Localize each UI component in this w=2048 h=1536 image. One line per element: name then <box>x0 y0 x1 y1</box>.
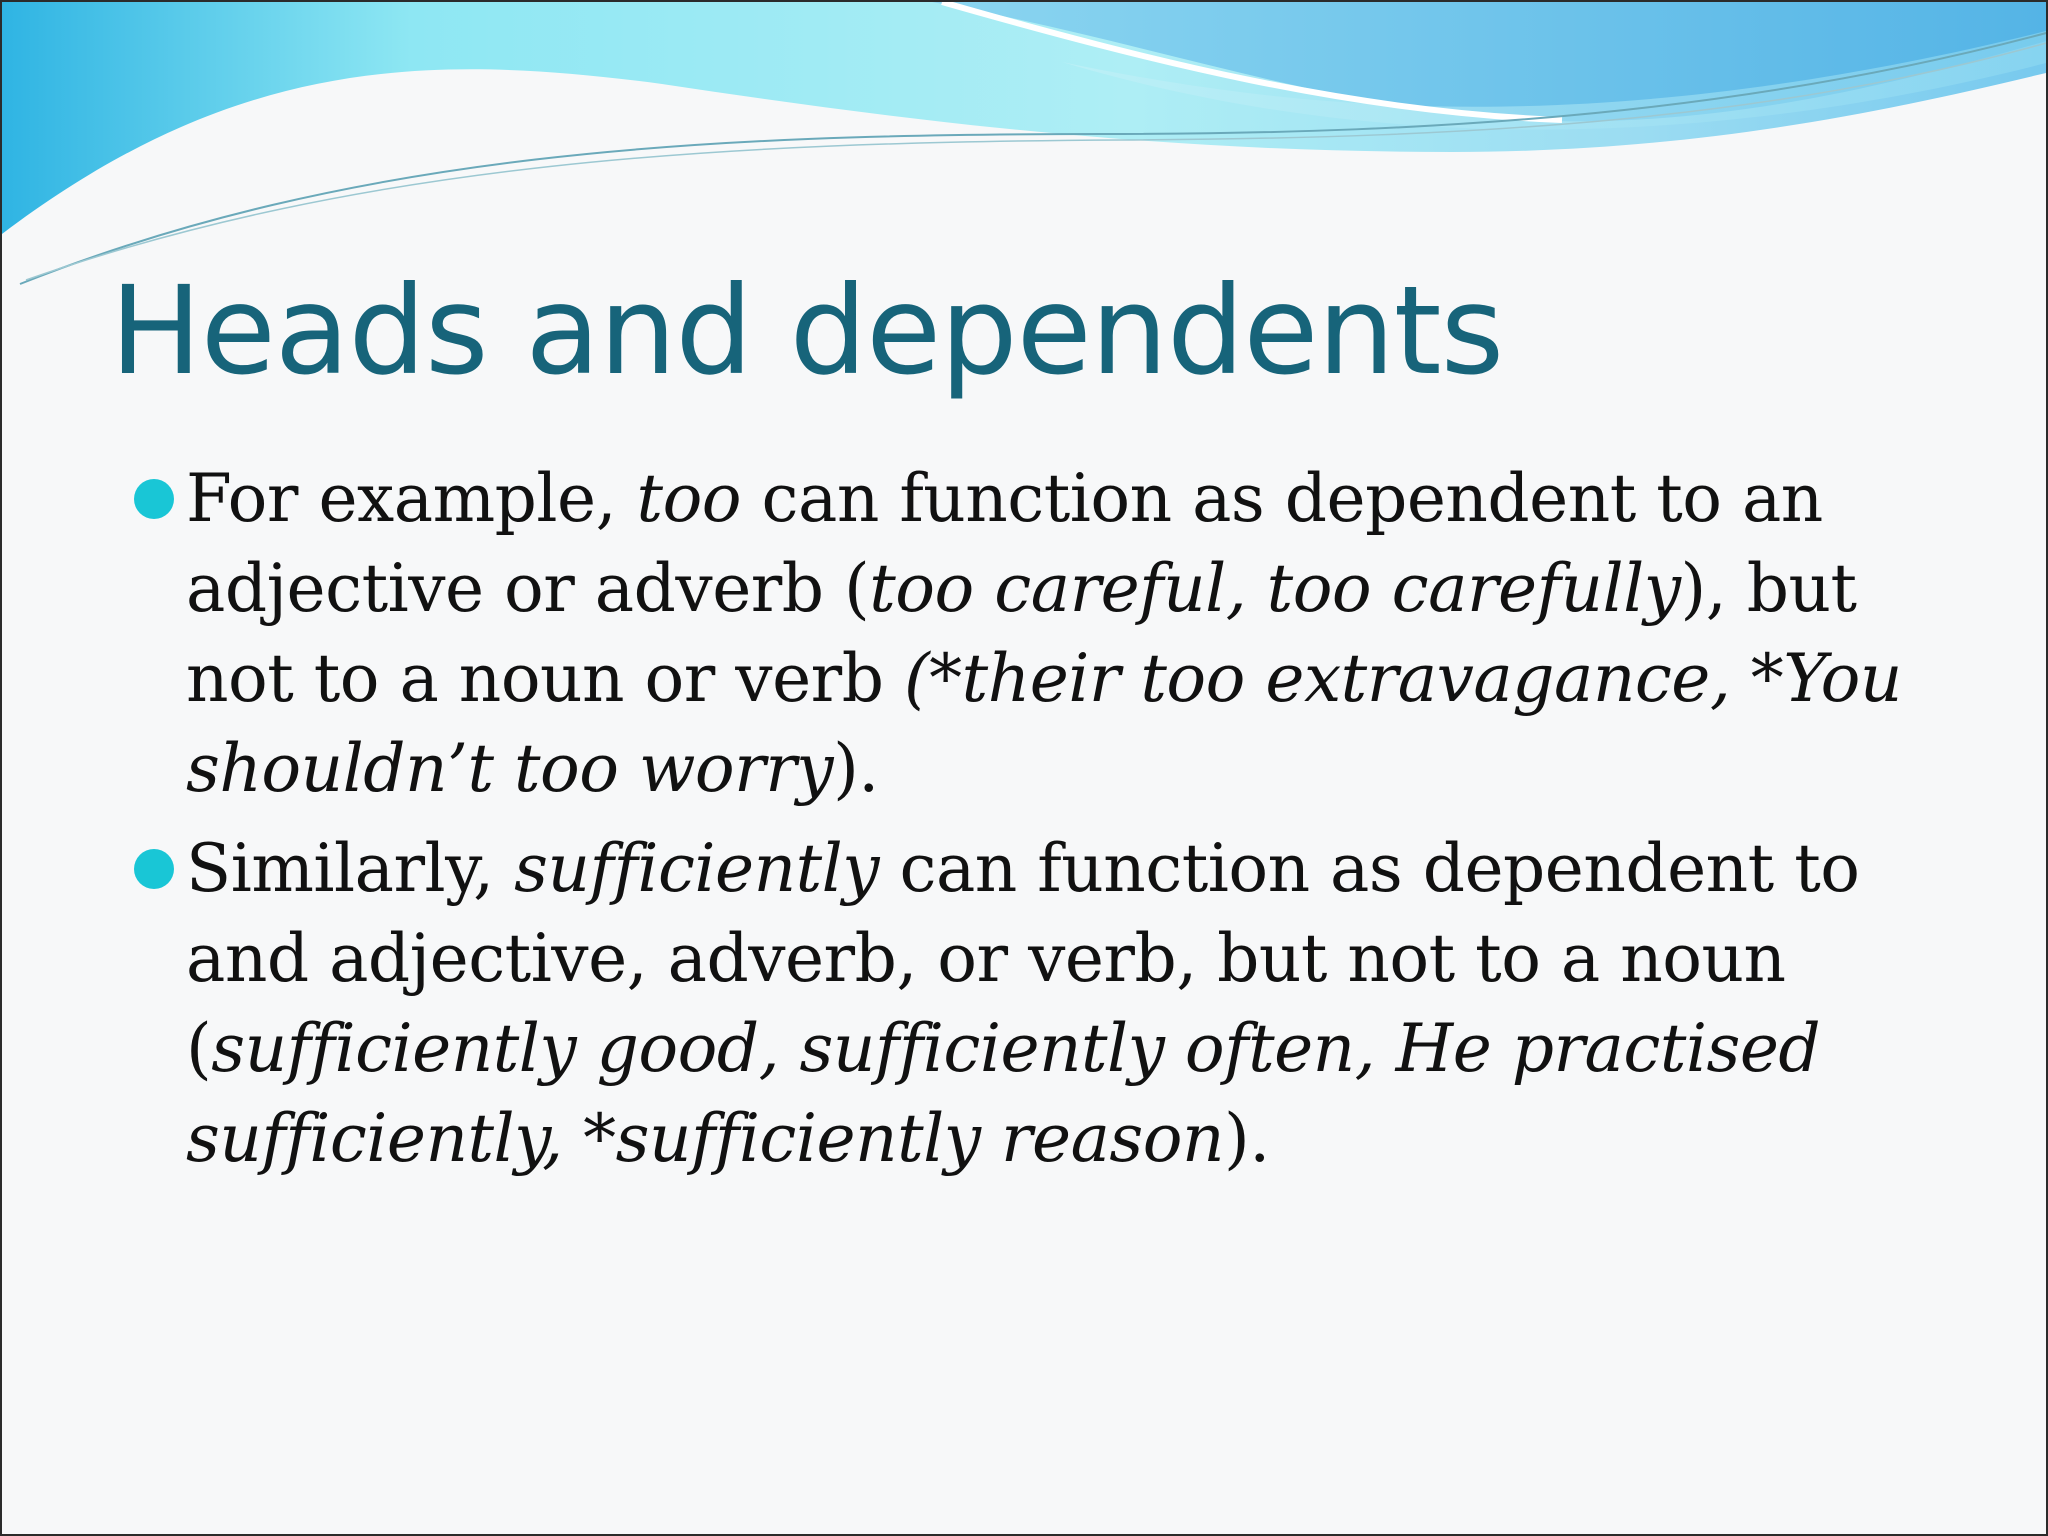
bullet-text <box>186 454 1944 814</box>
text-segment: For example, <box>186 460 637 537</box>
text-segment: ), but not to a noun or verb <box>186 550 1857 717</box>
example-phrases: too careful, too carefully <box>869 550 1681 627</box>
ungrammatical-examples: (*their too extravagance, *You shouldn’t too worry <box>186 640 1902 807</box>
text-segment: can function as dependent to and adjective, adverb, or verb, but not to a noun ( <box>186 830 1860 1087</box>
bullet-dot-icon <box>134 849 174 889</box>
bullet-dot-icon <box>134 479 174 519</box>
text-segment: Similarly, <box>186 830 515 907</box>
text-segment: ). <box>1224 1100 1270 1177</box>
bullet-item <box>134 454 1944 814</box>
example-word: too <box>636 460 742 537</box>
bullet-list <box>134 454 1944 1194</box>
example-phrases: sufficiently good, sufficiently often, He practised sufficiently, *sufficiently reason <box>186 1010 1821 1177</box>
text-segment: can function as dependent to an adjective or adverb ( <box>186 460 1823 627</box>
bullet-item <box>134 824 1944 1184</box>
example-word: sufficiently <box>514 830 880 907</box>
slide-title: Heads and dependents <box>110 260 1504 402</box>
bullet-text <box>186 824 1944 1184</box>
header-wave-decoration <box>2 2 2048 302</box>
text-segment: ). <box>833 730 879 807</box>
